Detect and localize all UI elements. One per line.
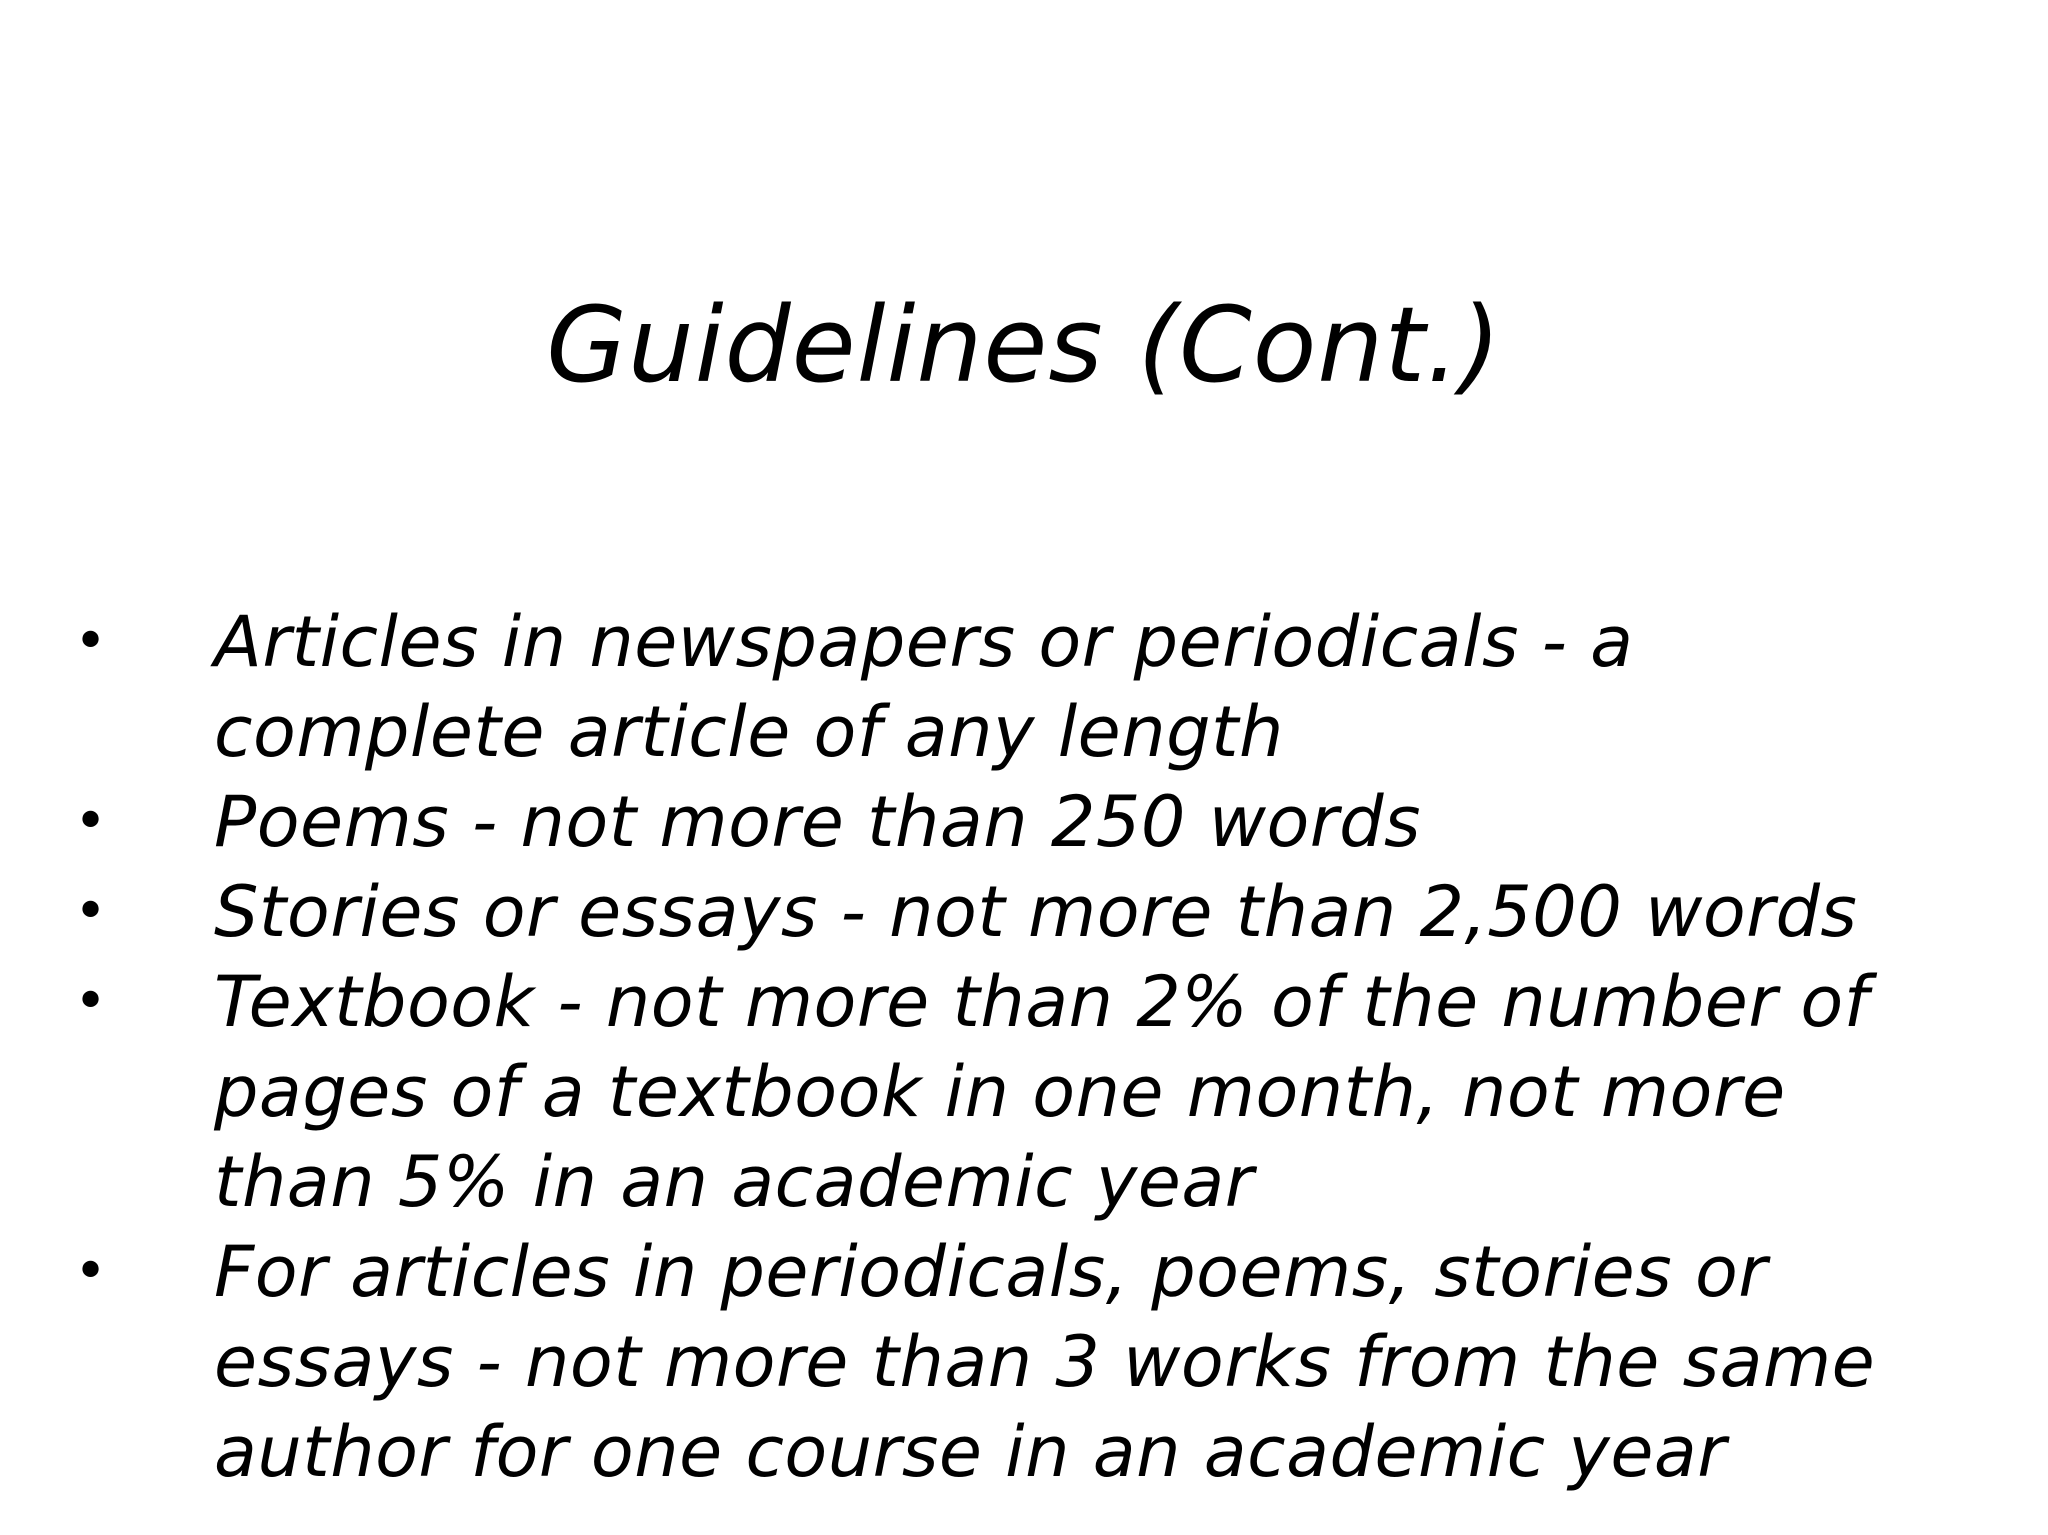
bullet-text — [214, 957, 2014, 1227]
bullet-text — [214, 777, 2014, 867]
bullet-item — [74, 777, 2034, 867]
bullet-list — [74, 597, 2034, 1497]
bullet-item — [74, 957, 2034, 1227]
bullet-item — [74, 1227, 2034, 1497]
bullet-line: than 5% in an academic year — [214, 1141, 1255, 1223]
bullet-icon: • — [74, 1239, 108, 1304]
bullet-icon: • — [74, 879, 108, 944]
bullet-text — [214, 1227, 2014, 1497]
bullet-line: Poems - not more than 250 words — [214, 781, 1421, 863]
slide-title: Guidelines (Cont.) — [546, 284, 1502, 406]
bullet-text — [214, 597, 2014, 777]
bullet-icon: • — [74, 609, 108, 674]
bullet-line: essays - not more than 3 works from the same — [214, 1321, 1876, 1403]
bullet-line: complete article of any length — [214, 691, 1284, 773]
bullet-line: pages of a textbook in one month, not more — [214, 1051, 1786, 1133]
bullet-icon: • — [74, 969, 108, 1034]
bullet-icon: • — [74, 789, 108, 854]
bullet-text — [214, 867, 2014, 957]
bullet-line: For articles in periodicals, poems, stories or — [214, 1231, 1768, 1313]
bullet-line: author for one course in an academic year — [214, 1411, 1727, 1493]
bullet-line: Textbook - not more than 2% of the number of — [214, 961, 1869, 1043]
bullet-line: Stories or essays - not more than 2,500 words — [214, 871, 1858, 953]
bullet-item — [74, 867, 2034, 957]
bullet-item — [74, 597, 2034, 777]
bullet-line: Articles in newspapers or periodicals - a — [214, 601, 1634, 683]
